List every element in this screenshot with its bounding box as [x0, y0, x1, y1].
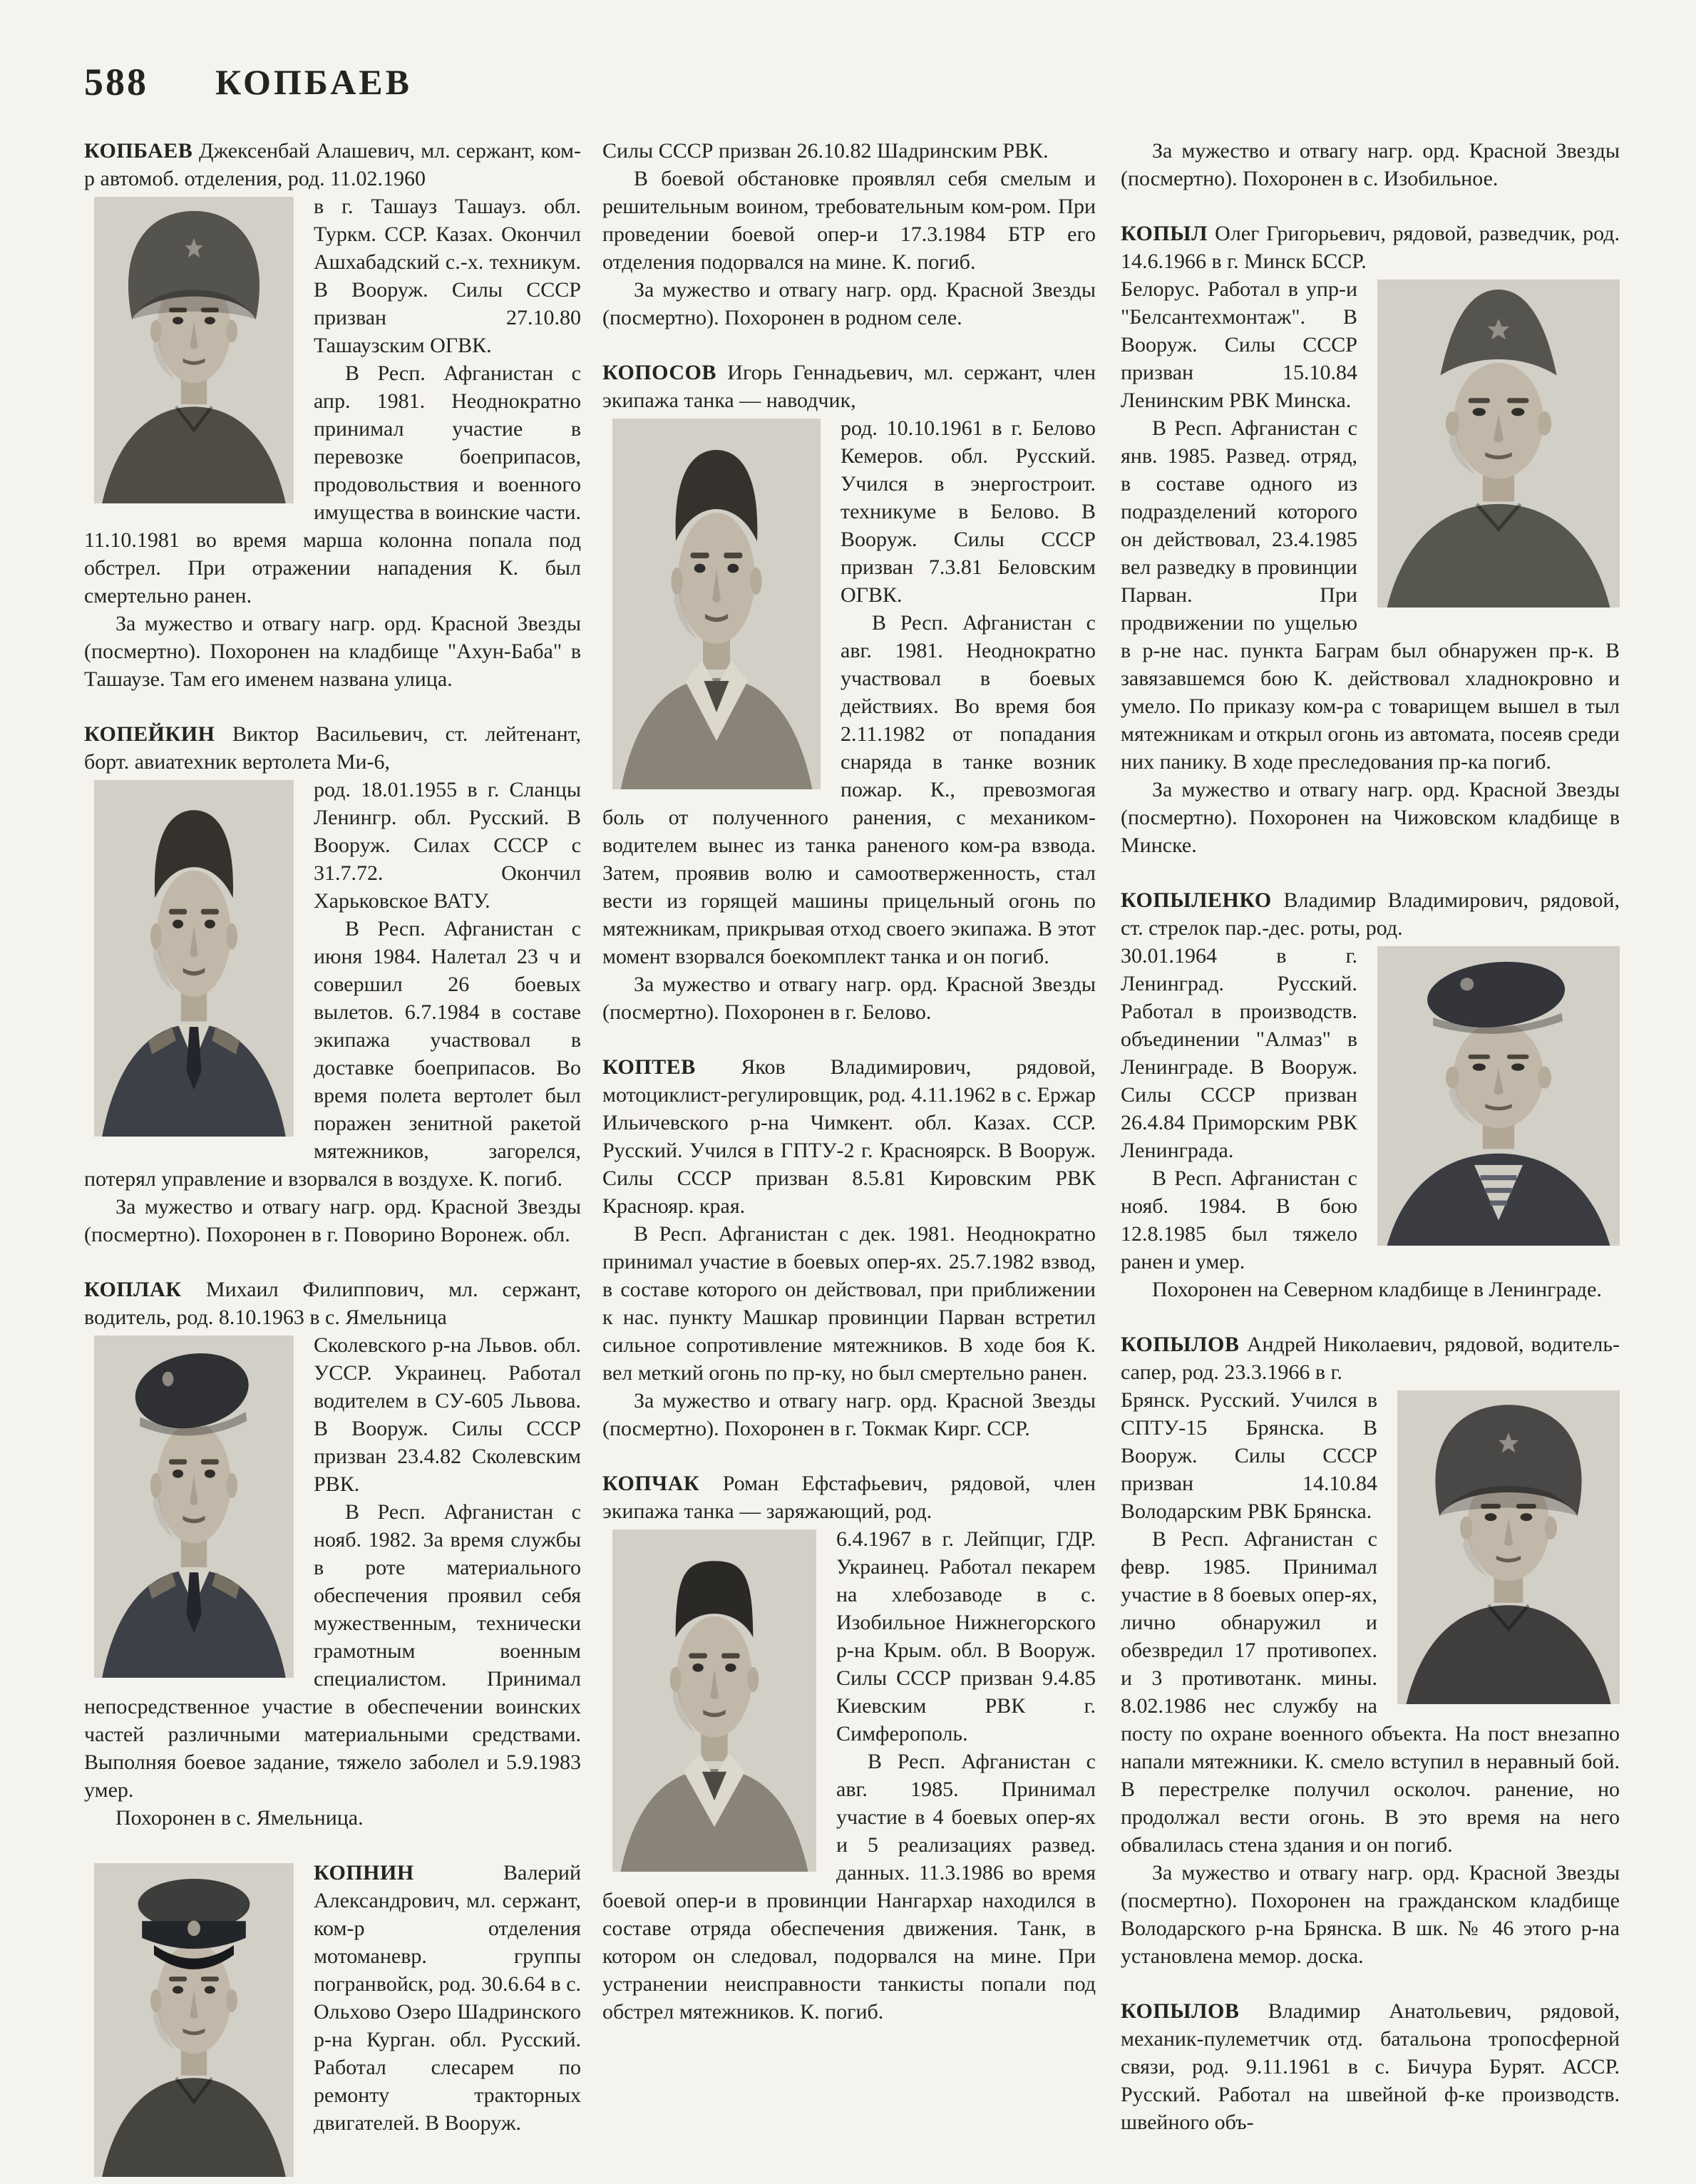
memorial-entry — [84, 1276, 581, 1832]
text-column-2 — [602, 137, 1096, 2026]
kopbaev-portrait-icon — [94, 197, 294, 503]
entry-paragraph: В Респ. Афганистан с янв. 1985. Развед. отряд, в составе одного из подразделений которого он действовал, 23.4.1985 вел разведку в провинции Парван. При продвижении по ущелью в р-не нас. пункта Баграм был обнаружен пр-к. В завязавшемся бою К. действовал хладнокровно и умело. По приказу ком-ра с товарищем вышел в тыл мятежникам и открыл огонь из автомата, посеяв среди них панику. В ходе преследования пр-ка погиб. — [1121, 416, 1620, 774]
kopylenko-portrait-icon — [1377, 946, 1620, 1246]
entry-paragraph: За мужество и отвагу нагр. орд. Красной Звезды (посмертно). Похоронен в г. Токмак Кирг. ССР. — [602, 1389, 1096, 1440]
entry-paragraph: В Респ. Афганистан с авг. 1985. Принимал участие в 4 боевых опер-ях и 5 реализациях развед. данных. 11.3.1986 во время боевой опер-и в провинции Нангархар находился в составе отряда обеспечения движения. Танк, в котором он следовал, подорвался на мине. При устранении неисправности танкисты попали под обстрел мятежников. К. погиб. — [602, 1750, 1096, 2024]
entry-surname: КОПНИН — [314, 1861, 504, 1885]
entry-surname: КОПЫЛОВ — [1121, 1999, 1268, 2023]
kopeikin-portrait-icon — [94, 780, 294, 1137]
entry-paragraph: Похоронен в с. Ямельница. — [115, 1806, 364, 1830]
memorial-entry — [84, 1859, 581, 2184]
portrait-photo — [1377, 280, 1620, 607]
portrait-photo — [94, 1335, 294, 1678]
entry-paragraph: В Респ. Афганистан с июня 1984. Налетал 23 ч и совершил 26 боевых вылетов. 6.7.1984 в составе экипажа участвовал в доставке боеприпасов. Во время полета вертолет был поражен зенитной ракетой мятежников, загорелся, потерял управление и взорвался в воздухе. К. погиб. — [84, 917, 581, 1191]
portrait-photo — [94, 1863, 294, 2177]
entry-continuation — [1121, 137, 1620, 193]
entry-paragraph: КОПОСОВ Игорь Геннадьевич, мл. сержант, член экипажа танка — наводчик, — [602, 361, 1096, 412]
entry-surname: КОПЕЙКИН — [84, 722, 233, 746]
entry-paragraph: Силы СССР призван 26.10.82 Шадринским РВК. — [602, 139, 1049, 163]
entry-paragraph: КОПЫЛОВ Андрей Николаевич, рядовой, водитель-сапер, род. 23.3.1966 в г. — [1121, 1333, 1620, 1384]
entry-paragraph: КОПТЕВ Яков Владимирович, рядовой, мотоциклист-регулировщик, род. 4.11.1962 в с. Ержар Ильичевского р-на Чимкент. обл. Казах. ССР. Русский. Учился в ГПТУ-2 г. Красноярск. В Вооруж. Силы СССР призван 8.5.81 Кировским РВК Краснояр. края. — [602, 1055, 1096, 1218]
portrait-photo — [1397, 1390, 1620, 1704]
text-column-1 — [84, 137, 581, 2184]
koposov-portrait-icon — [612, 419, 821, 789]
entry-paragraph: Сколевского р-на Львов. обл. УССР. Украинец. Работал водителем в СУ-605 Львова. В Вооруж. Силы СССР призван 23.4.82 Сколевским РВК. — [314, 1333, 581, 1496]
entry-paragraph: В Респ. Афганистан с февр. 1985. Принимал участие в 8 боевых опер-ях, лично обнаружил и обезвредил 17 противопех. и 3 противотанк. мины. 8.02.1986 нес службу на посту по охране военного объекта. На пост внезапно напали мятежники. К. смело вступил в неравный бой. В перестрелке получил осколоч. ранение, но продолжал вести огонь. В это время на него обвалилась стена здания и он погиб. — [1121, 1527, 1620, 1857]
entry-paragraph: Похоронен на Северном кладбище в Ленинграде. — [1152, 1278, 1602, 1301]
memorial-entry — [1121, 1331, 1620, 1970]
portrait-photo — [612, 419, 821, 789]
portrait-photo — [612, 1529, 816, 1872]
entry-paragraph: 30.01.1964 в г. Ленинград. Русский. Работал в производств. объединении "Алмаз" в Ленинграде. В Вооруж. Силы СССР призван 26.4.84 Приморским РВК Ленинграда. — [1121, 944, 1357, 1162]
entry-paragraph: В Респ. Афганистан с нояб. 1982. За время службы в роте материального обеспечения проявил себя мужественным, технически грамотным военным специалистом. Принимал непосредственное участие в обеспечении воинских частей различными материальными средствами. Выполняя боевое задание, тяжело заболел и 5.9.1983 умер. — [84, 1500, 581, 1802]
entry-paragraph: Брянск. Русский. Учился в СПТУ-15 Брянска. В Вооруж. Силы СССР призван 14.10.84 Володарским РВК Брянска. — [1121, 1388, 1377, 1523]
entry-paragraph: В Респ. Афганистан с дек. 1981. Неоднократно принимал участие в боевых опер-ях. 25.7.1982 взвод, в составе которого он действовал, при приближении к нас. пункту Машкар провинции Парван встретил сильное сопротивление мятежников. В ходе боя К. вел меткий огонь по пр-ку, но был смертельно ранен. — [602, 1222, 1096, 1385]
entry-paragraph: КОПЫЛЕНКО Владимир Владимирович, рядовой, ст. стрелок пар.-дес. роты, род. — [1121, 888, 1620, 940]
kopyl-portrait-icon — [1377, 280, 1620, 607]
entry-surname: КОПЫЛЕНКО — [1121, 888, 1284, 912]
entry-paragraph: В боевой обстановке проявлял себя смелым и решительным воином, требовательным ком-ром. При проведении боевой опер-и 17.3.1984 БТР его отделения подорвался на мине. К. погиб. — [602, 167, 1096, 274]
entry-paragraph: род. 18.01.1955 в г. Сланцы Ленингр. обл. Русский. В Вооруж. Силах СССР с 31.7.72. Окончил Харьковское ВАТУ. — [314, 778, 581, 913]
memorial-entry — [602, 1053, 1096, 1442]
entry-paragraph: в г. Ташауз Ташауз. обл. Туркм. ССР. Казах. Окончил Ашхабадский с.-х. техникум. В Вооруж. Силы СССР призван 27.10.80 Ташаузским ОГВК. — [314, 195, 581, 357]
kopnin-portrait-icon — [94, 1863, 294, 2177]
entry-paragraph: КОПНИН Валерий Александрович, мл. сержант, ком-р отделения мотоманевр. группы погранвойск, род. 30.6.64 в с. Ольхово Озеро Шадринского р-на Курган. обл. Русский. Работал слесарем по ремонту тракторных двигателей. В Вооруж. — [314, 1861, 581, 2135]
entry-paragraph: КОПЧАК Роман Ефстафьевич, рядовой, член экипажа танка — заряжающий, род. — [602, 1472, 1096, 1523]
memorial-entry — [1121, 886, 1620, 1303]
memorial-entry — [1121, 1997, 1620, 2136]
entry-surname: КОПЫЛОВ — [1121, 1333, 1247, 1356]
entry-paragraph: За мужество и отвагу нагр. орд. Красной Звезды (посмертно). Похоронен в г. Белово. — [602, 973, 1096, 1024]
portrait-photo — [94, 197, 294, 503]
entry-paragraph: За мужество и отвагу нагр. орд. Красной Звезды (посмертно). Похоронен на гражданском кладбище Володарского р-на Брянска. В шк. № 46 этого р-на установлена мемор. доска. — [1121, 1861, 1620, 1968]
entry-surname: КОПТЕВ — [602, 1055, 741, 1079]
koplak-portrait-icon — [94, 1335, 294, 1678]
kopylov_a-portrait-icon — [1397, 1390, 1620, 1704]
entry-paragraph: род. 10.10.1961 в г. Белово Кемеров. обл. Русский. Учился в энергостроит. техникуме в Белово. В Вооруж. Силы СССР призван 7.3.81 Беловским ОГВК. — [841, 416, 1096, 607]
memorial-entry — [84, 137, 581, 693]
entry-paragraph: КОПЕЙКИН Виктор Васильевич, ст. лейтенант, борт. авиатехник вертолета Ми-6, — [84, 722, 581, 774]
entry-paragraph: За мужество и отвагу нагр. орд. Красной Звезды (посмертно). Похоронен в с. Изобильное. — [1121, 139, 1620, 190]
portrait-photo — [1377, 946, 1620, 1246]
memorial-entry — [1121, 220, 1620, 859]
kopchak-portrait-icon — [612, 1529, 816, 1872]
entry-continuation — [602, 137, 1096, 332]
entry-paragraph: Белорус. Работал в упр-и "Белсантехмонтаж". В Вооруж. Силы СССР призван 15.10.84 Ленинским РВК Минска. — [1121, 277, 1357, 412]
entry-surname: КОПЧАК — [602, 1472, 723, 1495]
entry-paragraph: За мужество и отвагу нагр. орд. Красной Звезды (посмертно). Похоронен в родном селе. — [602, 278, 1096, 329]
entry-paragraph: 6.4.1967 в г. Лейпциг, ГДР. Украинец. Работал пекарем на хлебозаводе в с. Изобильное Нижнегорского р-на Крым. обл. В Вооруж. Силы СССР призван 9.4.85 Киевским РВК г. Симферополь. — [836, 1527, 1096, 1745]
entry-paragraph: В Респ. Афганистан с нояб. 1984. В бою 12.8.1985 был тяжело ранен и умер. — [1121, 1167, 1357, 1273]
memorial-entry — [602, 1470, 1096, 2026]
entry-paragraph: КОПБАЕВ Джексенбай Алашевич, мл. сержант, ком-р автомоб. отделения, род. 11.02.1960 — [84, 139, 581, 190]
entry-paragraph: В Респ. Афганистан с авг. 1981. Неоднократно участвовал в боевых действиях. Во время боя 2.11.1982 от попадания снаряда в танке возник пожар. К., превозмогая боль от полученного ранения, с механиком-водителем вынес из танка раненого ком-ра взвода. Затем, проявив волю и самоотверженность, стал вести из горящей машины прицельный огонь по мятежникам, прикрывая отход своего экипажа. В этот момент взорвался боекомплект танка и он погиб. — [602, 611, 1096, 968]
entry-surname: КОПЫЛ — [1121, 222, 1216, 245]
portrait-photo — [94, 780, 294, 1137]
entry-paragraph: КОПЫЛОВ Владимир Анатольевич, рядовой, механик-пулеметчик отд. батальона тропосферной связи, род. 9.11.1961 в с. Бичура Бурят. АССР. Русский. Работал на швейной ф-ке производств. швейного объ- — [1121, 1999, 1620, 2134]
entry-paragraph: За мужество и отвагу нагр. орд. Красной Звезды (посмертно). Похоронен на Чижовском кладбище в Минске. — [1121, 778, 1620, 857]
memorial-entry — [602, 359, 1096, 1026]
entry-surname: КОПЛАК — [84, 1278, 206, 1301]
entry-paragraph: КОПЫЛ Олег Григорьевич, рядовой, разведчик, род. 14.6.1966 в г. Минск БССР. — [1121, 222, 1620, 273]
memorial-entry — [84, 720, 581, 1249]
page-header-title: КОПБАЕВ — [215, 62, 412, 102]
page-number: 588 — [84, 61, 148, 103]
text-column-3 — [1121, 137, 1620, 2136]
entry-paragraph: В Респ. Афганистан с апр. 1981. Неоднократно принимал участие в перевозке боеприпасов, продовольствия и военного имущества в воинские части. 11.10.1981 во время марша колонна попала под обстрел. При отражении нападения К. был смертельно ранен. — [84, 362, 581, 607]
entry-surname: КОПОСОВ — [602, 361, 728, 384]
entry-paragraph: За мужество и отвагу нагр. орд. Красной Звезды (посмертно). Похоронен на кладбище "Ахун-Баба" в Ташаузе. Там его именем названа улица. — [84, 612, 581, 691]
entry-surname: КОПБАЕВ — [84, 139, 200, 163]
entry-paragraph: КОПЛАК Михаил Филиппович, мл. сержант, водитель, род. 8.10.1963 в с. Ямельница — [84, 1278, 581, 1329]
entry-paragraph: За мужество и отвагу нагр. орд. Красной Звезды (посмертно). Похоронен в г. Поворино Воронеж. обл. — [84, 1195, 581, 1246]
